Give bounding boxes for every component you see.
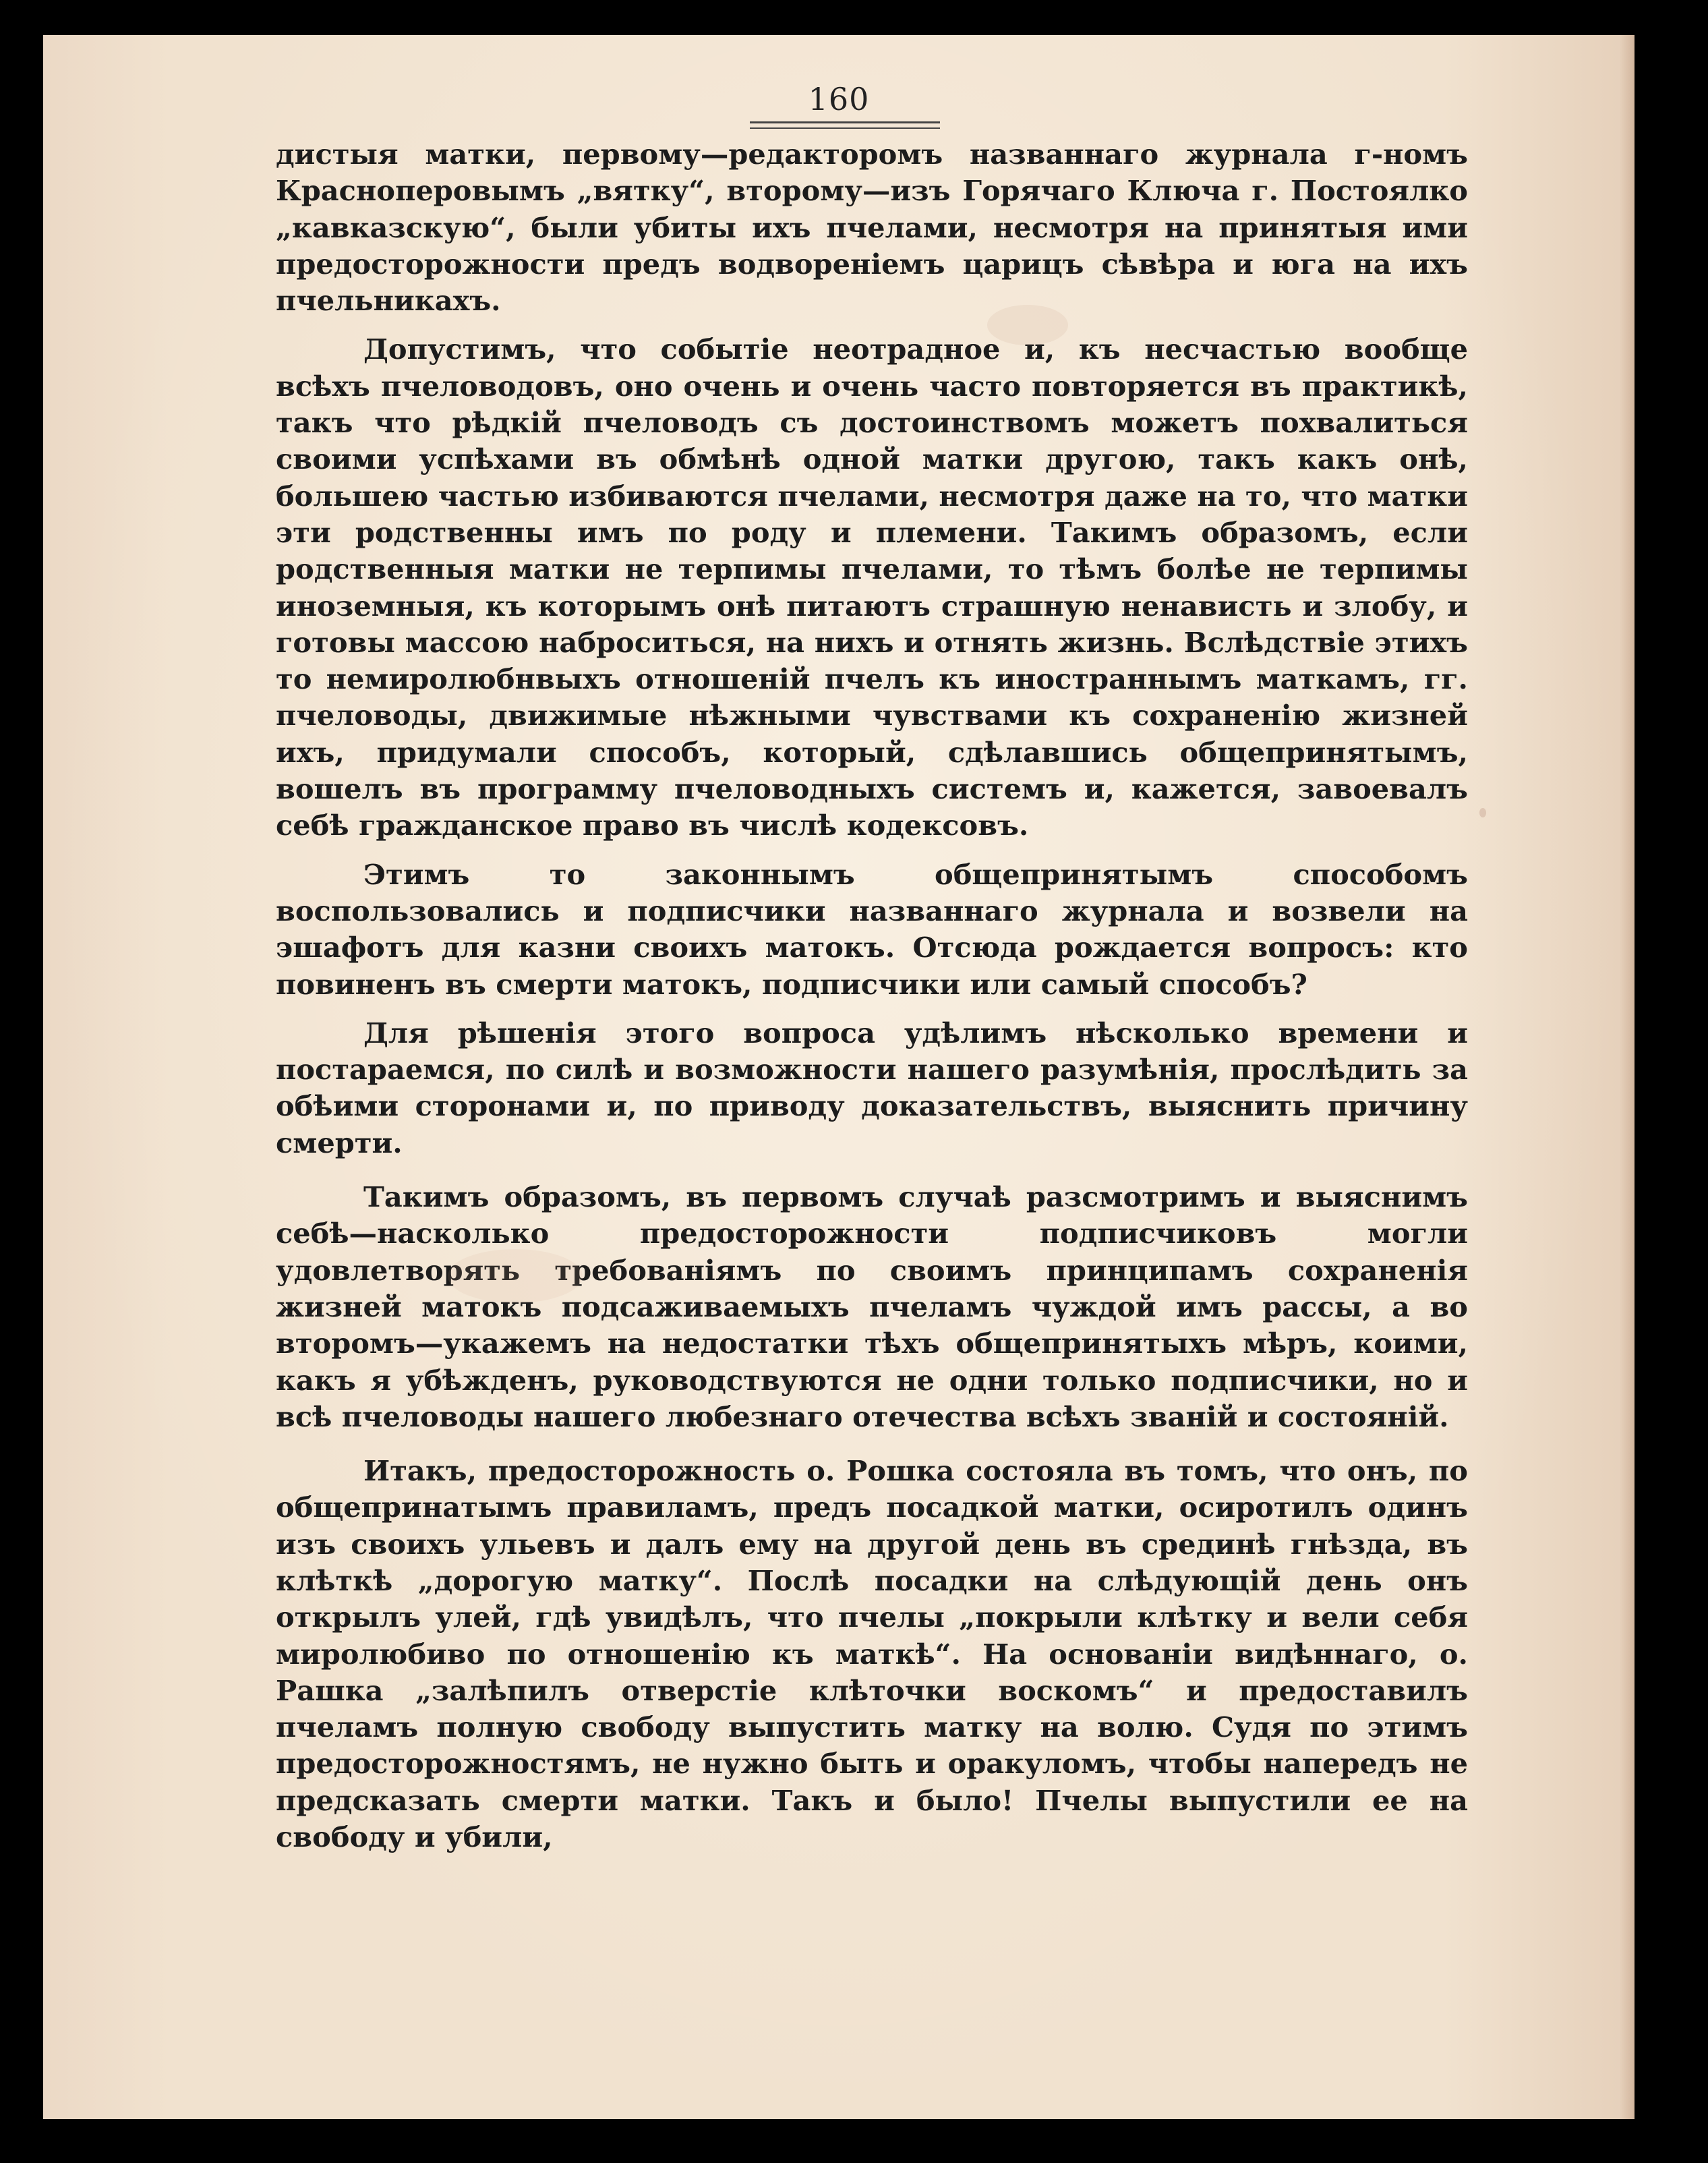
paragraph-1: дистыя матки, первому—редакторомъ названнаго журнала г-номъ Красноперовымъ „вятку“, второму—изъ Горячаго Ключа г. Постоялко „кавказскую“, были убиты ихъ пчелами, несмотря на принятыя ими предосторожности предъ водвореніемъ царицъ сѣвѣра и юга на ихъ пчельникахъ. bbox=[276, 138, 1468, 318]
paragraph-2: Допустимъ, что событіе неотрадное и, къ несчастью вообще всѣхъ пчеловодовъ, оно очень и очень часто повторяется въ практикѣ, такъ что рѣдкій пчеловодъ съ достоинствомъ можетъ похвалиться своими успѣхами въ обмѣнѣ одной матки другою, такъ какъ онѣ, большею частью избиваются пчелами, несмотря даже на то, что матки эти родственны имъ по роду и племени. Такимъ образомъ, если родственныя матки не терпимы пчелами, то тѣмъ болѣе не терпимы иноземныя, къ которымъ онѣ питаютъ страшную ненависть и злобу, и готовы массою наброситься, на нихъ и отнять жизнь. Вслѣдствіе этихъ то немиролюбнвыхъ отношеній пчелъ къ иностраннымъ маткамъ, гг. пчеловоды, движимые нѣжными чувствами къ сохраненію жизней ихъ, придумали способъ, который, сдѣлавшись общепринятымъ, вошелъ въ программу пчеловодныхъ системъ и, кажется, завоевалъ себѣ гражданское право въ числѣ кодексовъ. bbox=[276, 333, 1468, 842]
paragraph-3: Этимъ то законнымъ общепринятымъ способомъ воспользовались и подписчики названнаго журнала и возвели на эшафотъ для казни своихъ матокъ. Отсюда рождается вопросъ: кто повиненъ въ смерти матокъ, подписчики или самый способъ? bbox=[276, 857, 1468, 1001]
header-rule-top bbox=[750, 121, 940, 123]
paragraph-6: Итакъ, предосторожность о. Рошка состояла въ томъ, что онъ, по общепринатымъ правиламъ, предъ посадкой матки, осиротилъ одинъ изъ своихъ ульевъ и далъ ему на другой день въ срединѣ гнѣзда, въ клѣткѣ „дорогую матку“. Послѣ посадки на слѣдующій день онъ открылъ улей, гдѣ увидѣлъ, что пчелы „покрыли клѣтку и вели себя миролюбиво по отношенію къ маткѣ“. На основаніи видѣннаго, о. Рашка „залѣпилъ отверстіе клѣточки воскомъ“ и предоставилъ пчеламъ полную свободу выпустить матку на волю. Судя по этимъ предосторожностямъ, не нужно быть и оракуломъ, чтобы напередъ не предсказать смерти матки. Такъ и было! Пчелы выпустили ее на свободу и убили, bbox=[276, 1454, 1468, 1854]
body-text bbox=[276, 136, 1468, 1855]
paper-blemish bbox=[987, 305, 1068, 345]
book-page bbox=[43, 35, 1635, 2119]
paper-blemish bbox=[1479, 808, 1486, 817]
paper-blemish bbox=[448, 1249, 583, 1303]
page-number: 160 bbox=[808, 81, 870, 117]
header-rule-bottom bbox=[750, 127, 940, 129]
paragraph-4: Для рѣшенія этого вопроса удѣлимъ нѣсколько времени и постараемся, по силѣ и возможности нашего разумѣнія, прослѣдить за обѣими сторонами и, по приводу доказательствъ, выяснить причину смерти. bbox=[276, 1016, 1468, 1159]
paragraph-5: Такимъ образомъ, въ первомъ случаѣ разсмотримъ и выяснимъ себѣ—насколько предосторожности подписчиковъ могли удовлетворять требованіямъ по своимъ принципамъ сохраненія жизней матокъ подсаживаемыхъ пчеламъ чуждой имъ рассы, а во второмъ—укажемъ на недостатки тѣхъ общепринятыхъ мѣръ, коими, какъ я убѣжденъ, руководствуются не одни только подписчики, но и всѣ пчеловоды нашего любезнаго отечества всѣхъ званій и состояній. bbox=[276, 1180, 1468, 1433]
page-edge-shadow bbox=[1620, 35, 1635, 2119]
